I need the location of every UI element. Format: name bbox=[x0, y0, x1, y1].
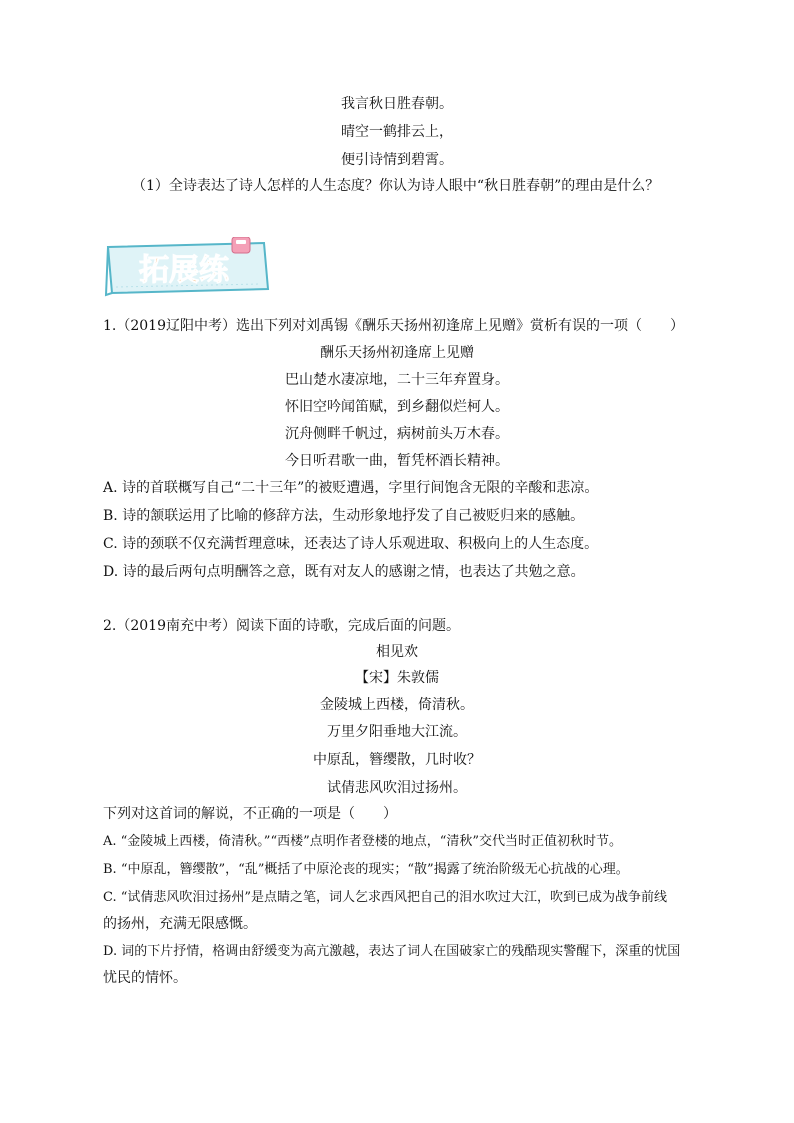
q1-option-c: C. 诗的颈联不仅充满哲理意味，还表达了诗人乐观进取、积极向上的人生态度。 bbox=[103, 536, 599, 552]
q2-option-d-line-2: 忧民的情怀。 bbox=[103, 970, 187, 986]
poem1-line-1: 我言秋日胜春朝。 bbox=[341, 96, 453, 112]
q1-option-b: B. 诗的颔联运用了比喻的修辞方法，生动形象地抒发了自己被贬归来的感触。 bbox=[103, 508, 585, 524]
q1-poem-title: 酬乐天扬州初逢席上见赠 bbox=[320, 345, 474, 361]
q1-poem-line-3: 沉舟侧畔千帆过，病树前头万木春。 bbox=[285, 426, 509, 442]
q1-stem: 1.（2019辽阳中考）选出下列对刘禹锡《酬乐天扬州初逢席上见赠》赏析有误的一项（ ） bbox=[103, 318, 684, 334]
poem1-line-3: 便引诗情到碧霄。 bbox=[341, 152, 453, 168]
q2-option-c-line-2: 的扬州，充满无限感慨。 bbox=[103, 916, 257, 932]
q2-option-c-line-1: C. “试倩悲风吹泪过扬州”是点睛之笔，词人乞求西风把自己的泪水吹过大江，吹到已成为战争前线 bbox=[103, 890, 668, 905]
banner-graphic bbox=[104, 237, 272, 297]
banner-title: 拓展练 bbox=[139, 253, 229, 288]
question-1-text: （1）全诗表达了诗人怎样的人生态度？你认为诗人眼中“秋日胜春朝”的理由是什么？ bbox=[132, 178, 660, 194]
section-banner bbox=[104, 237, 272, 297]
q1-option-d: D. 诗的最后两句点明酬答之意，既有对友人的感谢之情，也表达了共勉之意。 bbox=[103, 564, 585, 580]
poem1-line-2: 晴空一鹤排云上， bbox=[341, 124, 453, 140]
q2-option-a: A. “金陵城上西楼，倚清秋。”“西楼”点明作者登楼的地点，“清秋”交代当时正值初秋时节。 bbox=[103, 834, 623, 849]
q2-poem-author: 【宋】朱敦儒 bbox=[355, 670, 439, 686]
q2-option-d-line-1: D. 词的下片抒情，格调由舒缓变为高亢激越，表达了词人在国破家亡的残酷现实警醒下，深重的忧国 bbox=[103, 944, 681, 959]
q1-poem-line-4: 今日听君歌一曲，暂凭杯酒长精神。 bbox=[285, 453, 509, 469]
q2-poem-line-4: 试倩悲风吹泪过扬州。 bbox=[327, 780, 467, 796]
q2-poem-line-3: 中原乱，簪缨散，几时收？ bbox=[313, 752, 481, 768]
q2-question: 下列对这首词的解说，不正确的一项是（ ） bbox=[103, 806, 397, 822]
q1-poem-line-2: 怀旧空吟闻笛赋，到乡翻似烂柯人。 bbox=[285, 399, 509, 415]
q2-poem-line-1: 金陵城上西楼，倚清秋。 bbox=[320, 697, 474, 713]
q2-option-b: B. “中原乱，簪缨散”，“乱”概括了中原沦丧的现实；“散”揭露了统治阶级无心抗战的心理。 bbox=[103, 862, 629, 877]
q2-poem-title: 相见欢 bbox=[376, 644, 418, 660]
q1-poem-line-1: 巴山楚水凄凉地，二十三年弃置身。 bbox=[285, 372, 509, 388]
q2-stem: 2.（2019南充中考）阅读下面的诗歌，完成后面的问题。 bbox=[103, 618, 460, 634]
q2-poem-line-2: 万里夕阳垂地大江流。 bbox=[327, 724, 467, 740]
q1-option-a: A. 诗的首联概写自己“二十三年”的被贬遭遇，字里行间饱含无限的辛酸和悲凉。 bbox=[103, 480, 599, 496]
